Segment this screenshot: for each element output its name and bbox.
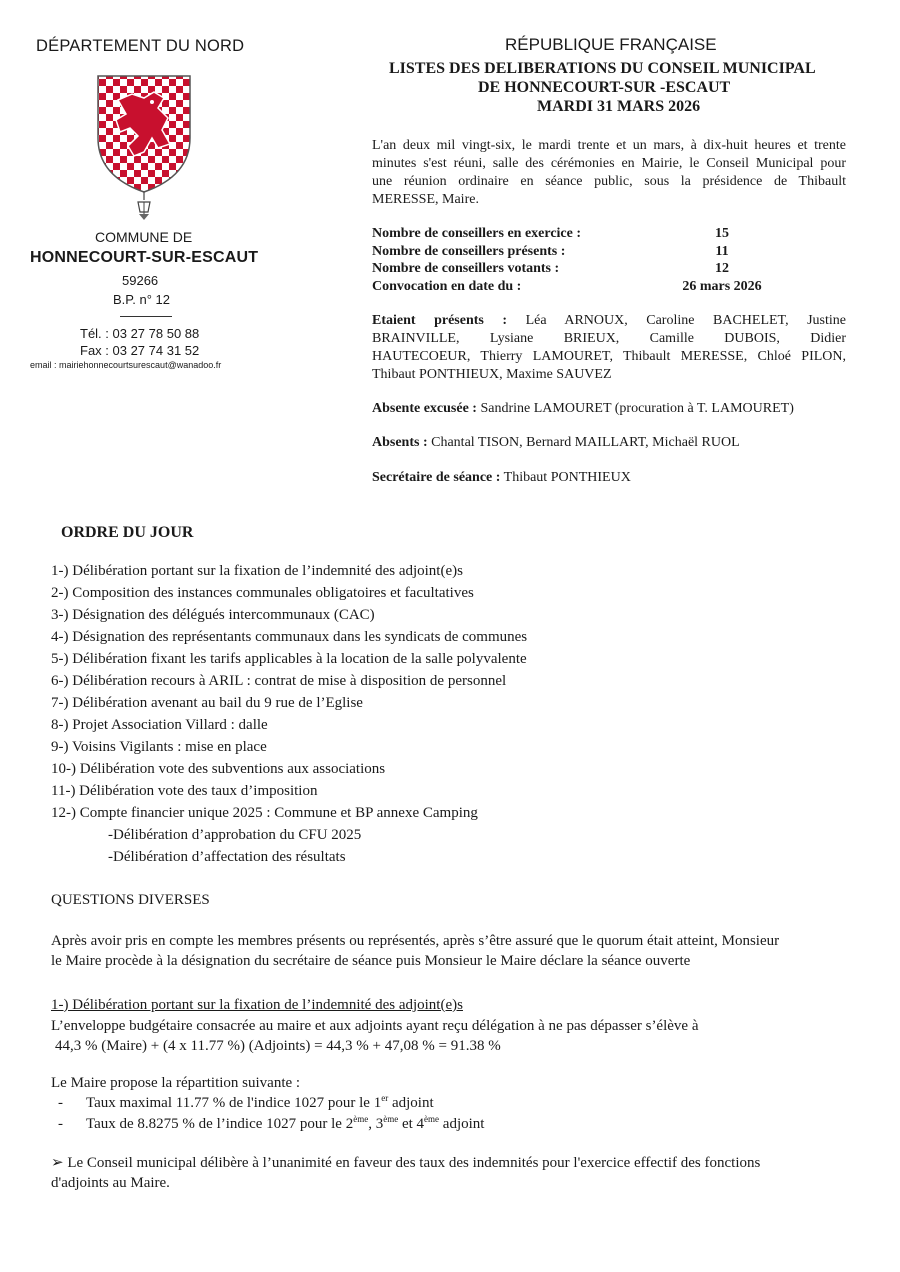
rate-text-end: adjoint [388,1095,434,1111]
ordinal-sup: ème [424,1114,440,1124]
bullet-dash: - [58,1095,63,1111]
decision-text: Le Conseil municipal délibère à l’unanimité en faveur des taux des indemnités pour l'exercice effectif des fonctions [63,1155,761,1171]
agenda-item: 8-) Projet Association Villard : dalle [51,717,268,733]
document-title-date: MARDI 31 MARS 2026 [537,98,701,115]
decision-line [51,1153,861,1173]
intro-line: MERESSE, Maire. [372,192,479,207]
count-row [372,225,846,243]
email-address: email : mairiehonnecourtsurescaut@wanadoo.fr [30,360,222,370]
questions-diverses-heading: QUESTIONS DIVERSES [51,892,210,908]
intro-line: une réunion ordinaire en séance public, sous la présidence de Thibault [372,174,846,189]
agenda-sub-item: -Délibération d’affectation des résultats [108,849,346,865]
count-label: Nombre de conseillers présents : [372,243,566,259]
agenda-sub-item: -Délibération d’approbation du CFU 2025 [108,827,362,843]
proposal-line: Le Maire propose la répartition suivante : [51,1075,301,1091]
council-counts [372,225,846,295]
budget-envelope-line: L’enveloppe budgétaire consacrée au maire et aux adjoints ayant reçu délégation à ne pas dépasser s’élève à [51,1018,699,1034]
intro-line: minutes s'est réuni, salle des cérémonies en Mairie, le Conseil Municipal pour [372,156,846,171]
count-row [372,278,846,296]
count-row [372,260,846,278]
commune-de-label: COMMUNE DE [95,229,193,245]
agenda-item: 10-) Délibération vote des subventions aux associations [51,761,386,777]
agenda-item: 3-) Désignation des délégués intercommunaux (CAC) [51,607,375,623]
section1-heading: 1-) Délibération portant sur la fixation de l’indemnité des adjoint(e)s [51,997,463,1013]
quorum-line: Après avoir pris en compte les membres présents ou représentés, après s’être assuré que le quorum était atteint, Monsieur [51,933,780,949]
rate-first-adjoint [86,1093,434,1113]
intro-line: L'an deux mil vingt-six, le mardi trente et un mars, à dix-huit heures et trente [372,138,846,153]
agenda-item: 1-) Délibération portant sur la fixation de l’indemnité des adjoint(e)s [51,563,463,579]
agenda-list [51,560,527,868]
decision-paragraph [51,1153,861,1193]
rate-other-adjoints [86,1114,484,1134]
document-title-line2: DE HONNECOURT-SUR -ESCAUT [478,79,731,96]
presents-paragraph [372,312,846,384]
fax-number: Fax : 03 27 74 31 52 [80,343,200,358]
rate-text-end: adjoint [439,1116,485,1132]
ordinal-sup: er [381,1093,389,1103]
department-label: DÉPARTEMENT DU NORD [36,37,245,55]
absent-excused-text: Sandrine LAMOURET (procuration à T. LAMOURET) [476,401,794,416]
count-value: 26 mars 2026 [682,278,762,294]
presents-line: HAUTECOEUR, Thierry LAMOURET, Thibault MERESSE, Chloé PILON, [372,349,846,364]
count-label: Nombre de conseillers en exercice : [372,226,582,241]
presents-line: Thibaut PONTHIEUX, Maxime SAUVEZ [372,367,612,382]
document-title-line1: LISTES DES DELIBERATIONS DU CONSEIL MUNICIPAL [389,60,816,77]
count-row [372,243,846,261]
arrow-icon: ➢ [51,1155,64,1171]
commune-name: HONNECOURT-SUR-ESCAUT [30,249,259,266]
rate-text: Taux de 8.8275 % de l’indice 1027 pour le 2 [86,1116,354,1132]
header-divider [120,316,172,317]
secretary-text: Thibaut PONTHIEUX [500,470,631,485]
presents-line [372,312,846,330]
quorum-paragraph [51,931,851,971]
agenda-item: 4-) Désignation des représentants communaux dans les syndicats de communes [51,629,528,645]
secretary-label: Secrétaire de séance : [372,470,501,485]
absents-text: Chantal TISON, Bernard MAILLART, Michaël RUOL [427,435,740,450]
agenda-item: 6-) Délibération recours à ARIL : contrat de mise à disposition de personnel [51,673,507,689]
commune-crest-icon [92,72,196,222]
presents-label: Etaient présents : [372,313,508,328]
republique-label: RÉPUBLIQUE FRANÇAISE [505,35,717,54]
presents-names: Léa ARNOUX, Caroline BACHELET, Justine [507,313,846,328]
absent-excused-line [372,400,794,418]
count-value: 11 [715,243,729,259]
count-label: Nombre de conseillers votants : [372,261,560,276]
count-value: 12 [715,261,729,276]
agenda-item: 2-) Composition des instances communales obligatoires et facultatives [51,585,474,601]
rate-text: et 4 [398,1116,425,1132]
budget-formula-line: 44,3 % (Maire) + (4 x 11.77 %) (Adjoints) = 44,3 % + 47,08 % = 91.38 % [55,1038,501,1054]
intro-paragraph [372,137,846,209]
absents-label: Absents : [372,435,428,450]
secretary-line [372,469,631,487]
agenda-title: ORDRE DU JOUR [61,524,194,541]
quorum-line: le Maire procède à la désignation du secrétaire de séance puis Monsieur le Maire déclare la séance ouverte [51,953,691,969]
postcode: 59266 [122,273,159,288]
ordinal-sup: ème [353,1114,369,1124]
ordinal-sup: ème [383,1114,399,1124]
bullet-dash: - [58,1116,63,1132]
rate-text: Taux maximal 11.77 % de l'indice 1027 pour le 1 [86,1095,382,1111]
po-box: B.P. n° 12 [113,292,171,307]
absents-line [372,434,740,452]
agenda-item: 7-) Délibération avenant au bail du 9 rue de l’Eglise [51,695,363,711]
agenda-item: 9-) Voisins Vigilants : mise en place [51,739,267,755]
absent-excused-label: Absente excusée : [372,401,477,416]
agenda-item: 12-) Compte financier unique 2025 : Commune et BP annexe Camping [51,805,478,821]
count-value: 15 [715,226,729,241]
decision-line: d'adjoints au Maire. [51,1175,170,1191]
rate-text: , 3 [368,1116,384,1132]
agenda-item: 11-) Délibération vote des taux d’imposition [51,783,318,799]
presents-line: BRAINVILLE, Lysiane BRIEUX, Camille DUBOIS, Didier [372,331,846,346]
count-label: Convocation en date du : [372,278,522,294]
phone-number: Tél. : 03 27 78 50 88 [80,326,200,341]
agenda-item: 5-) Délibération fixant les tarifs applicables à la location de la salle polyvalente [51,651,527,667]
